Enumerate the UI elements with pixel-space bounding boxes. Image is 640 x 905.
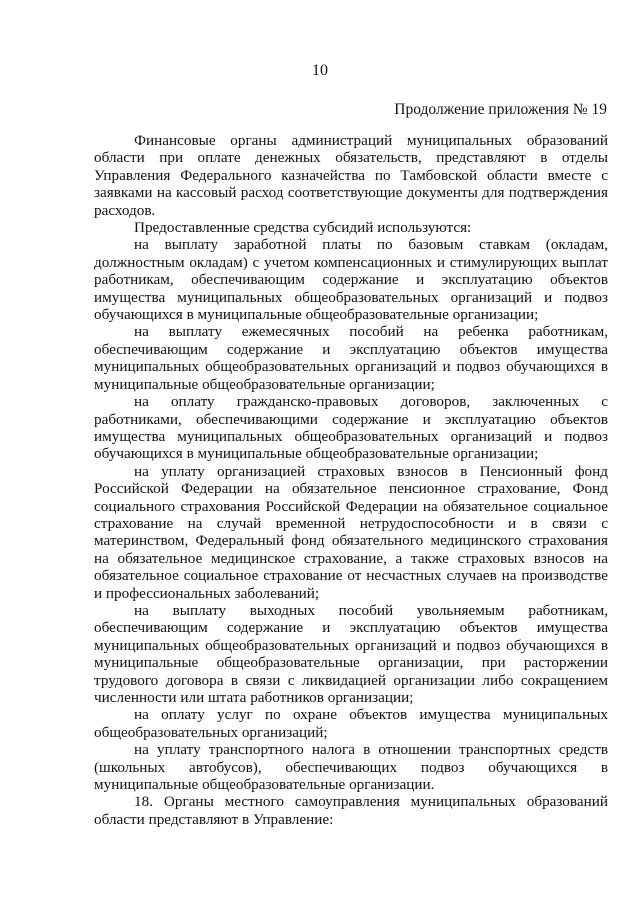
page-number: 10 — [312, 62, 328, 79]
list-item-severance-pay: на выплату выходных пособий увольняемым работникам, обеспечивающим содержание и эксплуатацию объектов имущества муниципальных общеобразовательных организаций и подвоз обучающихся в муниципальные общеобразовательные организации, при расторжении трудового договора в связи с ликвидацией организации либо сокращением численности или штата работников организации; — [94, 601, 608, 706]
list-item-child-benefits: на выплату ежемесячных пособий на ребенка работникам, обеспечивающим содержание и эксплуатацию объектов имущества муниципальных общеобразовательных организаций и подвоз обучающихся в муниципальные общеобразовательные организации; — [94, 323, 608, 393]
list-item-security-services: на оплату услуг по охране объектов имущества муниципальных общеобразовательных организаций; — [94, 706, 608, 741]
list-item-insurance-contributions: на уплату организацией страховых взносов в Пенсионный фонд Российской Федерации на обязательное пенсионное страхование, Фонд социального страхования Российской Федерации на обязательное социальное страхование на случай временной нетрудоспособности и в связи с материнством, Федеральный фонд обязательного медицинского страхования на обязательное медицинское страхование, а также страховых взносов на обязательное социальное страхование от несчастных случаев на производстве и профессиональных заболеваний; — [94, 462, 608, 602]
list-item-transport-tax: на уплату транспортного налога в отношении транспортных средств (школьных автобусов), обеспечивающих подвоз обучающихся в муниципальные общеобразовательные организации. — [94, 741, 608, 794]
list-item-civil-contracts: на оплату гражданско-правовых договоров, заключенных с работниками, обеспечивающими содержание и эксплуатацию объектов имущества муниципальных общеобразовательных организаций и подвоз обучающихся в муниципальные общеобразовательные организации; — [94, 393, 608, 463]
list-item-salary: на выплату заработной платы по базовым ставкам (окладам, должностным окладам) с учетом компенсационных и стимулирующих выплат работникам, обеспечивающим содержание и эксплуатацию объектов имущества муниципальных общеобразовательных организаций и подвоз обучающихся в муниципальные общеобразовательные организации; — [94, 236, 608, 324]
paragraph-subsidies-intro: Предоставленные средства субсидий используются: — [134, 219, 472, 237]
document-body — [94, 132, 608, 828]
paragraph-financial-organs: Финансовые органы администраций муниципальных образований области при оплате денежных обязательств, представляют в отделы Управления Федерального казначейства по Тамбовской области вместе с заявками на кассовый расход соответствующие документы для подтверждения расходов. — [94, 132, 608, 219]
paragraph-section-18: 18. Органы местного самоуправления муниципальных образований области представляют в Управление: — [94, 793, 608, 828]
appendix-continuation-header: Продолжение приложения № 19 — [394, 101, 607, 118]
